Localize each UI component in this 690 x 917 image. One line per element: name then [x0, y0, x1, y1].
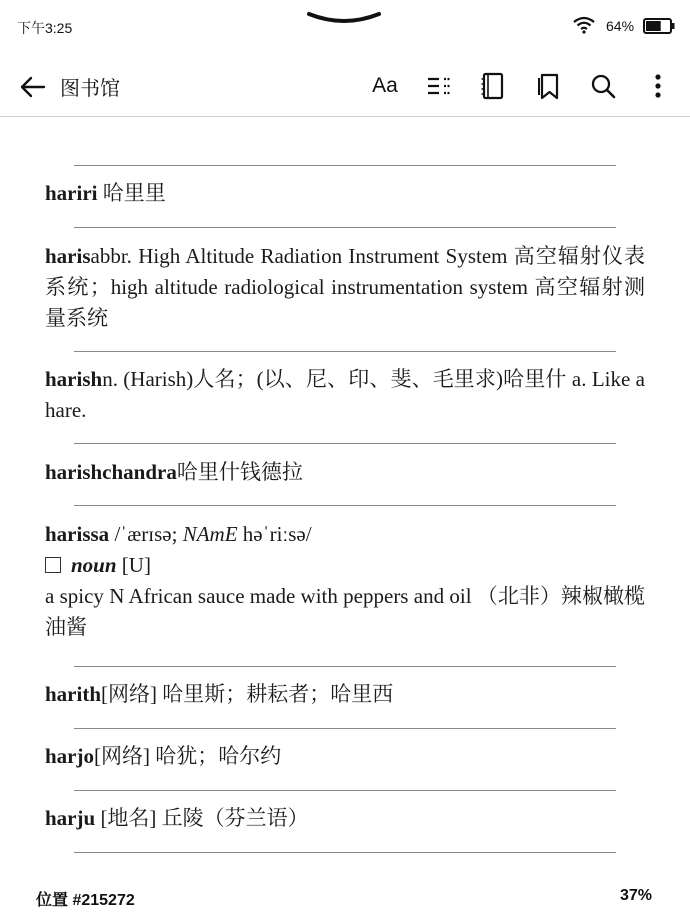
headword: harith — [45, 682, 102, 706]
divider — [74, 852, 616, 853]
pronunciation-label: NAmE — [182, 522, 238, 546]
reader-toolbar — [0, 58, 690, 117]
entry-harju[interactable] — [45, 803, 645, 834]
definition: [地名] 丘陵（芬兰语） — [95, 806, 309, 830]
divider — [74, 443, 616, 444]
library-title[interactable]: 图书馆 — [60, 76, 120, 100]
clock: 下午3:25 — [17, 20, 73, 36]
reading-location[interactable]: 位置 #215272 — [36, 892, 135, 909]
wifi-icon — [573, 16, 595, 34]
checkbox-icon[interactable] — [45, 557, 61, 573]
entry-harith[interactable] — [45, 679, 645, 710]
grammar-code: [U] — [116, 553, 151, 577]
headword: harishchandra — [45, 460, 177, 484]
search-icon[interactable] — [589, 70, 617, 102]
headword: harish — [45, 367, 103, 391]
battery-fill — [646, 21, 661, 31]
definition: 哈里什钱德拉 — [176, 460, 303, 484]
definition: a spicy N African sauce made with peppers and oil （北非）辣椒橄榄油酱 — [45, 584, 645, 639]
more-menu-icon[interactable] — [648, 70, 668, 102]
battery-percent: 64% — [606, 18, 635, 34]
entry-harishchandra[interactable] — [45, 457, 645, 488]
definition: [网络] 哈犹；哈尔约 — [94, 744, 282, 768]
headword: harju — [45, 806, 96, 830]
definition: abbr. High Altitude Radiation Instrument System 高空辐射仪表系统；high altitude radiological instrumentation system 高空辐射测量系统 — [45, 244, 645, 330]
reading-progress-percent[interactable]: 37% — [620, 887, 653, 904]
entry-harish[interactable] — [45, 364, 645, 426]
divider — [74, 790, 616, 791]
status-bar — [0, 0, 690, 52]
headword: hariri — [45, 181, 98, 205]
back-arrow-icon[interactable] — [17, 72, 47, 102]
entry-haris[interactable] — [45, 241, 645, 334]
pronunciation-american: həˈriːsə/ — [237, 522, 312, 546]
headword: harjo — [45, 744, 94, 768]
divider — [74, 505, 616, 506]
entry-header — [45, 519, 645, 550]
pull-down-chevron-icon[interactable] — [306, 10, 382, 28]
entry-hariri[interactable] — [45, 178, 645, 209]
pronunciation-british: /ˈærɪsə; — [109, 522, 183, 546]
definition: [网络] 哈里斯；耕耘者；哈里西 — [101, 682, 394, 706]
divider — [74, 666, 616, 667]
definition: n. (Harish)人名；(以、尼、印、斐、毛里求)哈里什 a. Like a hare. — [45, 367, 645, 422]
entry-harjo[interactable] — [45, 741, 645, 772]
entry-pos-line — [45, 550, 645, 581]
divider — [74, 728, 616, 729]
font-settings-button[interactable]: Aa — [372, 74, 398, 97]
divider — [74, 227, 616, 228]
bookmark-icon[interactable] — [536, 70, 562, 102]
battery-icon — [643, 18, 675, 34]
part-of-speech: noun — [71, 553, 117, 577]
definition: 哈里里 — [97, 181, 166, 205]
headword: haris — [45, 244, 91, 268]
divider — [74, 165, 616, 166]
headword: harissa — [45, 522, 110, 546]
notebook-icon[interactable] — [480, 70, 506, 102]
divider — [74, 351, 616, 352]
entry-harissa[interactable] — [45, 519, 645, 643]
contents-list-icon[interactable] — [425, 70, 453, 102]
